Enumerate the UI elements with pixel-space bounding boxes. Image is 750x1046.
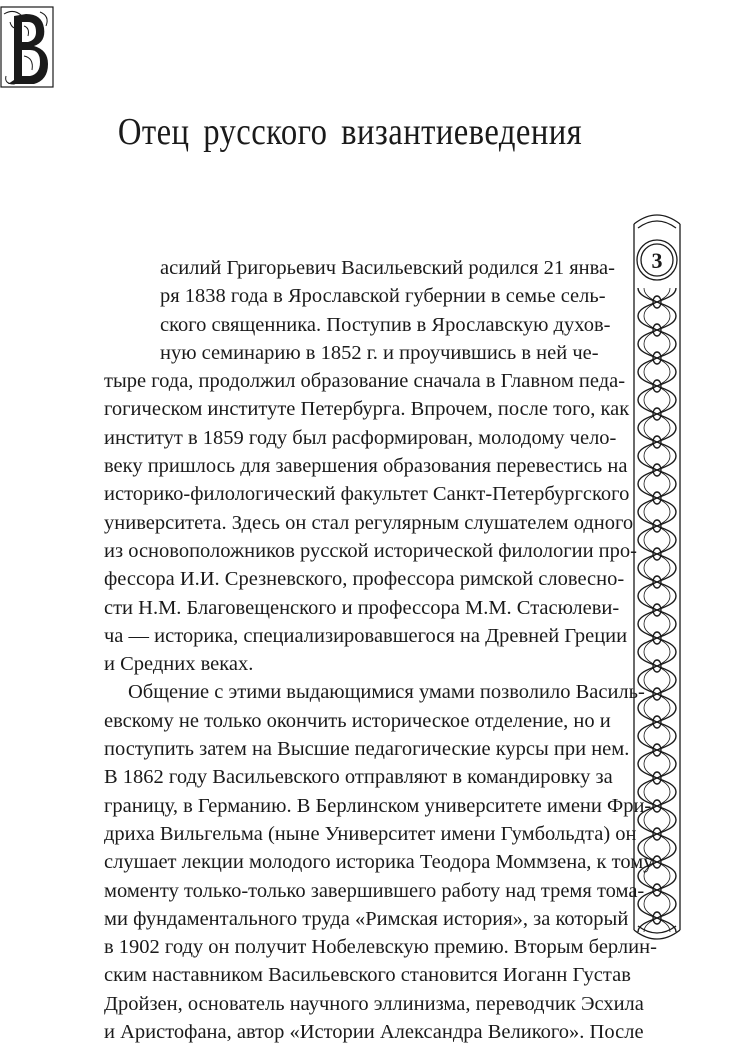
text-line: границу, в Германию. В Берлинском университете имени Фри- (104, 794, 652, 817)
knot-strand (644, 372, 670, 400)
page-number: 3 (651, 248, 663, 273)
text-line: сти Н.М. Благовещенского и профессора М.М. Стасюлеви- (104, 596, 620, 619)
knot-strand (644, 568, 670, 596)
text-line: тыре года, продолжил образование сначала в Главном педа- (104, 370, 626, 393)
knot-strand (644, 848, 670, 876)
text-line: институт в 1859 году был расформирован, молодому чело- (104, 426, 617, 449)
knot-strand (644, 624, 670, 652)
knot-strand (644, 764, 670, 792)
text-line: ря 1838 года в Ярославской губернии в семье сель- (160, 285, 606, 308)
text-line: и Аристофана, автор «Истории Александра Великого». После (104, 1021, 644, 1044)
knot-strand (644, 484, 670, 512)
knot-strand (644, 904, 670, 932)
text-line: ми фундаментального труда «Римская история», за который (104, 907, 629, 930)
text-line: ским наставником Васильевского становится Иоганн Густав (104, 964, 631, 987)
knot-strand (644, 652, 670, 680)
text-line: Общение с этими выдающимися умами позволило Василь- (128, 681, 645, 704)
text-line: слушает лекции молодого историка Теодора Моммзена, к тому (104, 851, 654, 874)
knot-strand (644, 708, 670, 736)
text-line: В 1862 году Васильевского отправляют в командировку за (104, 766, 613, 789)
knot-strand (644, 540, 670, 568)
text-line: поступить затем на Высшие педагогические курсы при нем. (104, 738, 630, 761)
text-line: дриха Вильгельма (ныне Университет имени Гумбольдта) он (104, 822, 637, 845)
knot-strand (644, 428, 670, 456)
text-line: моменту только-только завершившего работу над тремя тома- (104, 879, 645, 902)
knot-strand (644, 820, 670, 848)
text-line: евскому не только окончить историческое отделение, но и (104, 709, 611, 732)
dropcap-ornament (0, 6, 54, 88)
text-line: фессора И.И. Срезневского, профессора римской словесно- (104, 568, 625, 591)
knot-strand (644, 736, 670, 764)
text-line: ную семинарию в 1852 г. и проучившись в ней че- (160, 341, 599, 364)
text-line: историко-филологический факультет Санкт-Петербургского (104, 483, 630, 506)
knot-strand (644, 876, 670, 904)
knot-strand (644, 456, 670, 484)
text-line: университета. Здесь он стал регулярным слушателем одного (104, 511, 634, 534)
chapter-title: Отец русского византиеведения (117, 111, 583, 153)
knot-strand (644, 400, 670, 428)
text-line: и Средних веках. (104, 653, 254, 676)
text-line: асилий Григорьевич Васильевский родился 21 янва- (160, 257, 615, 279)
text-line: в 1902 году он получит Нобелевскую премию. Вторым берлин- (104, 936, 657, 959)
knot-strand (644, 596, 670, 624)
text-line: веку пришлось для завершения образования перевестись на (104, 455, 628, 478)
knot-strand (644, 512, 670, 540)
celtic-knot-border-ornament (628, 212, 686, 940)
text-line: ча — историка, специализировавшегося на Древней Греции (104, 624, 628, 647)
text-line: ского священника. Поступив в Ярославскую духов- (160, 313, 611, 336)
knot-strand (644, 288, 670, 316)
knot-strand (644, 316, 670, 344)
text-line: из основоположников русской исторической филологии про- (104, 539, 637, 562)
body-text (104, 254, 657, 1046)
knot-strand (644, 680, 670, 708)
text-line: Дройзен, основатель научного эллинизма, переводчик Эсхила (104, 992, 644, 1015)
knot-strand (644, 792, 670, 820)
text-line: гогическом институте Петербурга. Впрочем, после того, как (104, 398, 630, 421)
knot-strand (644, 344, 670, 372)
